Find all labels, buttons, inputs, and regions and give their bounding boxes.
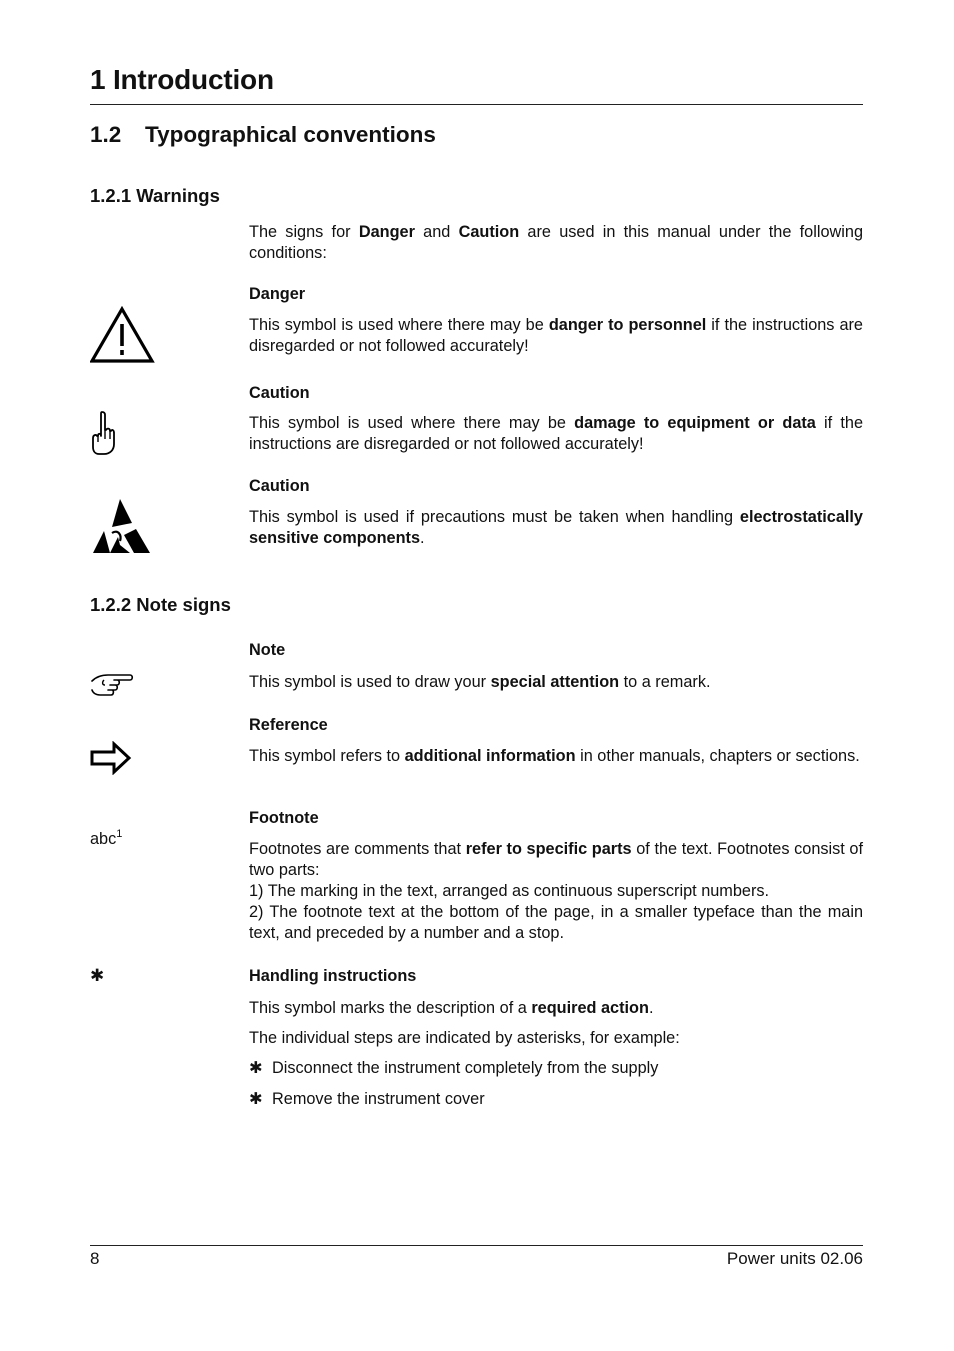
list-item: ✱ Disconnect the instrument completely from the supply <box>249 1059 659 1077</box>
section-number: 1.2 <box>90 122 122 147</box>
list-item: ✱ Remove the instrument cover <box>249 1090 485 1108</box>
footer-rule <box>90 1245 863 1246</box>
section-title: Typographical conventions <box>145 122 436 147</box>
caution-hand-icon <box>90 410 116 456</box>
asterisk-icon: ✱ <box>249 1059 263 1077</box>
asterisk-icon: ✱ <box>249 1090 263 1108</box>
note-signs-heading: 1.2.2 Note signs <box>90 594 231 615</box>
chapter-title: 1 Introduction <box>90 64 274 95</box>
danger-triangle-icon <box>90 306 156 363</box>
danger-label: Danger <box>249 285 306 303</box>
document-title: Power units 02.06 <box>726 1249 863 1268</box>
footnote-marker: abc$^1$ <box>90 828 123 848</box>
caution-equipment-text: This symbol is used where there may be damage to equipment or data if the instructions are disregarded or not followed accurately! <box>249 414 863 453</box>
note-label: Note <box>249 641 286 659</box>
caution-esd-text: This symbol is used if precautions must be taken when handling electrostatically sensitive components. <box>249 508 863 547</box>
asterisk-icon: ✱ <box>90 966 105 985</box>
danger-text: This symbol is used where there may be danger to personnel if the instructions are disregarded or not followed accurately! <box>249 316 863 355</box>
section-heading <box>90 122 436 148</box>
caution-label: Caution <box>249 384 310 402</box>
reference-label: Reference <box>249 716 328 734</box>
warnings-heading: 1.2.1 Warnings <box>90 185 220 206</box>
page-number: 8 <box>90 1249 100 1268</box>
handling-steps-intro: The individual steps are indicated by asterisks, for example: <box>249 1029 680 1047</box>
pointing-hand-icon <box>90 672 134 698</box>
note-text: This symbol is used to draw your special attention to a remark. <box>249 673 711 691</box>
footnote-label: Footnote <box>249 809 319 827</box>
caution-esd-label: Caution <box>249 477 310 495</box>
reference-arrow-icon <box>90 741 132 775</box>
footnote-text: Footnotes are comments that refer to specific parts of the text. Footnotes consist of two parts: 1) The marking in the text, arranged as continuous superscript numbers. 2) The footnote text at the bottom of the page, in a smaller typeface than the main text, and preceded by a number and a stop. <box>249 840 863 942</box>
handling-label: Handling instructions <box>249 967 417 985</box>
handling-text: This symbol marks the description of a required action. <box>249 999 654 1017</box>
reference-text: This symbol refers to additional information in other manuals, chapters or sections. <box>249 747 860 765</box>
header-rule <box>90 104 863 105</box>
esd-warning-icon <box>90 497 152 555</box>
warnings-intro: The signs for Danger and Caution are used in this manual under the following conditions: <box>249 223 863 262</box>
